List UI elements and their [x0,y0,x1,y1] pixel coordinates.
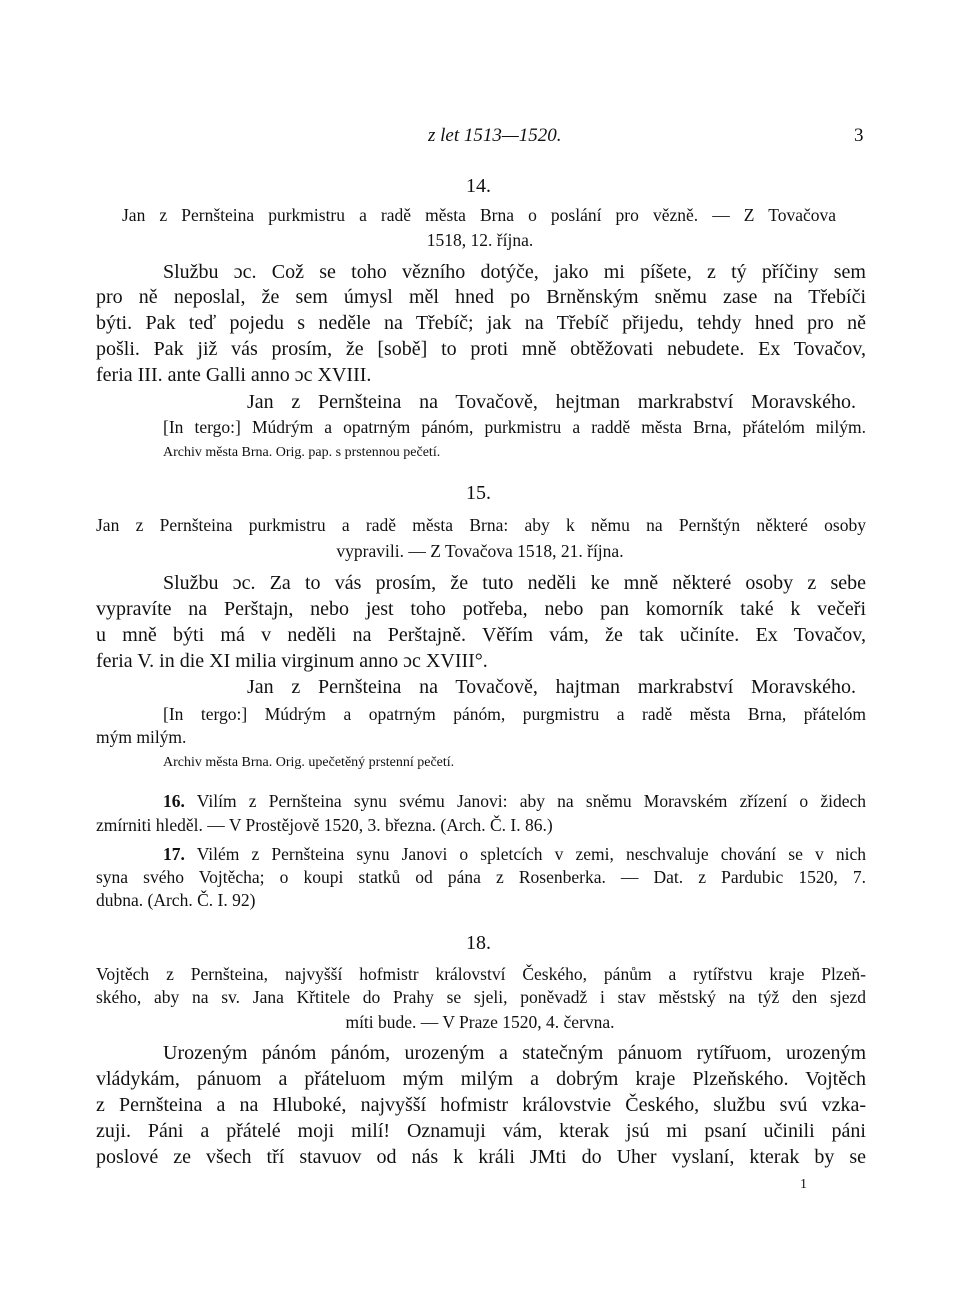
doc14-heading-line1: Jan z Pernšteina purkmistru a radě města Brna o poslání pro vězně. — Z Tovačova [122,205,836,225]
doc14-body-line: pošli. Pak již vás prosím, že [sobě] to proti mně obtěžovati nebudete. Ex Tovačov, [96,338,866,360]
doc16-line2: zmírniti hleděl. — V Prostějově 1520, 3. března. (Arch. Č. I. 86.) [96,815,553,835]
doc14-body-line: býti. Pak teď pojedu s neděle na Třebíč; jak na Třebíč přijedu, tehdy hned pro ně [96,312,866,334]
page-number: 3 [854,125,864,146]
doc18-number: 18. [466,932,491,954]
doc15-source: Archiv města Brna. Orig. upečetěný prstenní pečetí. [163,755,455,770]
doc17-line1: Vilém z Pernšteina synu Janovi o spletcích v zemi, neschvaluje chování se v nich [196,844,866,864]
signature-mark: 1 [800,1177,807,1192]
doc15-address-line2: mým milým. [96,727,187,747]
doc15-body-line: u mně býti má v neděli na Perštajně. Věřím vám, že tak učiníte. Ex Tovačov, [96,624,866,646]
doc15-heading-line1: Jan z Pernšteina purkmistru a radě města Brna: aby k němu na Pernštýn některé osoby [96,515,866,535]
doc17-number: 17. [163,844,185,864]
doc16-line1: Vilím z Pernšteina synu svému Janovi: aby na sněmu Moravském zřízení o židech [196,791,866,811]
doc17-line2: syna svého Vojtěcha; o koupi statků od pána z Rosenberka. — Dat. z Pardubic 1520, 7. [96,867,866,887]
doc14-body-line: feria III. ante Galli anno ɔc XVIII. [96,364,372,386]
doc14-source: Archiv města Brna. Orig. pap. s prstennou pečetí. [163,445,441,460]
doc14-address: [In tergo:] Múdrým a opatrným pánóm, purkmistru a raddě města Brna, přátelóm milým. [163,417,866,437]
doc15-number: 15. [466,482,491,504]
doc18-body-line: vládykám, pánuom a přáteluom mým milým a dobrým kraje Plzeňského. Vojtěch [96,1068,866,1090]
doc15-signature: Jan z Pernšteina na Tovačově, hajtman markrabství Moravského. [247,676,856,698]
running-title: z let 1513—1520. [428,125,562,146]
doc18-heading-line1: Vojtěch z Pernšteina, najvyšší hofmistr království Českého, pánům a rytířstvu kraje Plzeň- [96,964,866,984]
doc15-body-line: feria V. in die XI milia virginum anno ɔc XVIII°. [96,650,488,672]
doc18-body-line: poslové ze všech tří stavuov od nás k králi JMti do Uher vyslaní, kterak by se [96,1146,866,1168]
doc17-line3: dubna. (Arch. Č. I. 92) [96,890,256,910]
doc15-heading-line2: vypravili. — Z Tovačova 1518, 21. října. [336,541,624,561]
doc15-body-line: Službu ɔc. Za to vás prosím, že tuto neděli ke mně některé osoby z sebe [163,572,866,594]
doc18-body-line: zuji. Páni a přátelé moji milí! Oznamuji vám, kterak jsú mi psaní učinili páni [96,1120,866,1142]
doc14-number: 14. [466,175,491,197]
doc16-number: 16. [163,791,185,811]
doc18-heading-line3: míti bude. — V Praze 1520, 4. června. [345,1012,615,1032]
doc18-body-line: z Pernšteina a na Hluboké, najvyšší hofmistr královstvie Českého, službu svú vzka- [96,1094,866,1116]
doc18-body-line: Urozeným pánóm pánóm, urozeným a statečným pánuom rytířuom, urozeným [163,1042,866,1064]
doc14-body-line: Službu ɔc. Což se toho vězního dotýče, jako mi píšete, z tý příčiny sem [163,261,866,283]
doc14-heading-line2: 1518, 12. října. [426,230,534,250]
doc15-address-line1: [In tergo:] Múdrým a opatrným pánóm, purgmistru a radě města Brna, přátelóm [163,704,866,724]
doc15-body-line: vypravíte na Perštajn, nebo jest toho potřeba, nebo pan komorník také k večeři [96,598,866,620]
doc14-signature: Jan z Pernšteina na Tovačově, hejtman markrabství Moravského. [247,391,856,413]
doc18-heading-line2: ského, aby na sv. Jana Křtitele do Prahy se sjeli, poněvadž i stav městský na týž den sjezd [96,987,866,1007]
doc14-body-line: pro ně neposlal, že sem úmysl měl hned po Brněnským sněmu zase na Třebíči [96,286,866,308]
